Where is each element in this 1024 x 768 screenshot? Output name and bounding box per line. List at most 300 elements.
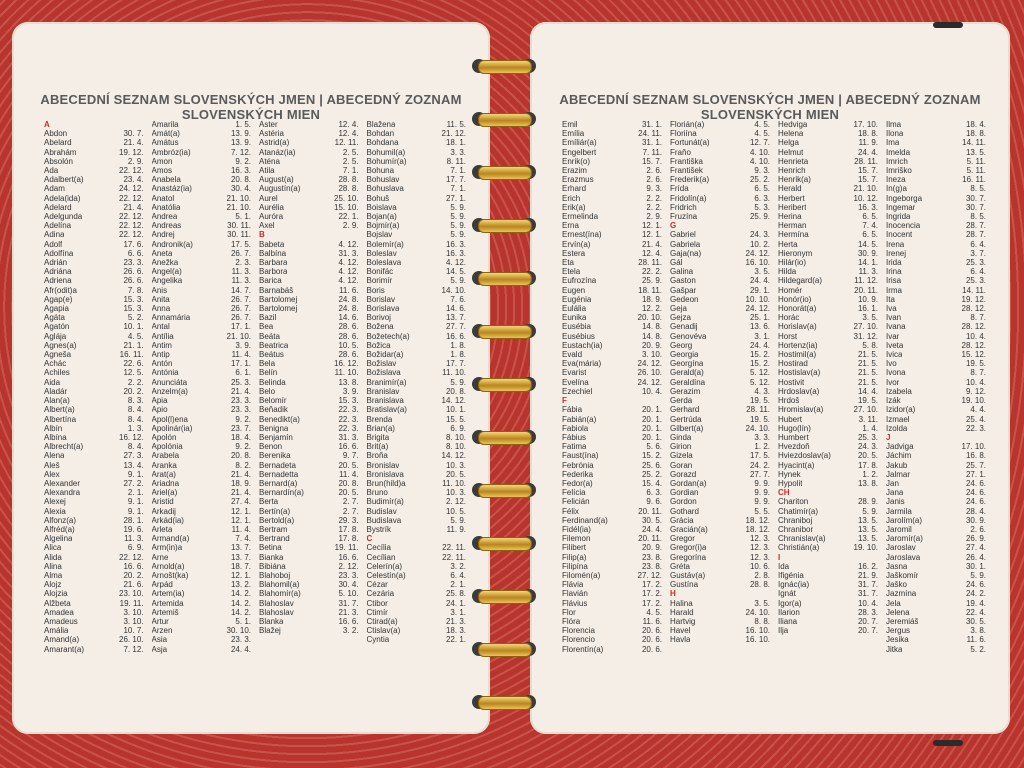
list-item: Ineza 16. 11.	[886, 175, 986, 185]
binding-ring	[468, 427, 540, 447]
corner-ornament	[984, 706, 1010, 734]
list-item: Auróra 22. 1.	[259, 212, 359, 222]
ring-wire	[478, 590, 532, 604]
list-item: Alida 22. 12.	[44, 552, 144, 562]
list-item: Artur 5. 1.	[151, 616, 251, 626]
list-item: Barbara 4. 12.	[259, 258, 359, 268]
list-item: Ivar 10. 4.	[886, 331, 986, 341]
list-item: Geja 24. 12.	[670, 304, 770, 314]
list-item: Anatólia 21. 10.	[151, 202, 251, 212]
list-item: Hvezdoň 24. 3.	[778, 442, 878, 452]
letter-heading: A	[44, 120, 50, 129]
list-item: Ilma 18. 4.	[886, 120, 986, 129]
letter-heading: B	[259, 230, 265, 240]
list-column	[367, 120, 467, 680]
list-item: Izmael 25. 4.	[886, 414, 986, 424]
list-item: Evelína 24. 12.	[562, 377, 662, 387]
list-item: Evarist 26. 10.	[562, 368, 662, 378]
list-item: Homér 20. 11.	[778, 285, 878, 295]
list-item: Gertrúda 19. 5.	[670, 414, 770, 424]
list-item: Ingeborga 30. 7.	[886, 193, 986, 203]
list-item: Beátus 28. 6.	[259, 350, 359, 360]
list-item: Horislav(a) 27. 10.	[778, 322, 878, 332]
list-item: Alexia 9. 1.	[44, 506, 144, 516]
list-item: Alma 20. 2.	[44, 570, 144, 580]
list-item: Filipína 23. 8.	[562, 561, 662, 571]
list-item: Ermelinda 2. 9.	[562, 212, 662, 222]
list-item: Ctimír 3. 1.	[366, 607, 466, 617]
list-item: Gejza 25. 1.	[670, 313, 770, 323]
list-item: Božidar(a) 1. 8.	[366, 350, 466, 360]
list-item: Ivor 10. 4.	[886, 377, 986, 387]
list-item: Angelika 11. 3.	[151, 276, 251, 286]
binding-ring	[468, 639, 540, 659]
list-item: Eta 28. 11.	[562, 258, 662, 268]
list-item: Irenej 3. 7.	[886, 248, 986, 258]
list-item: Honorát(a) 16. 1.	[778, 304, 878, 314]
list-item: Inocent 28. 7.	[886, 230, 986, 240]
list-item: Budislava 5. 9.	[366, 515, 466, 525]
list-item: Jaromil 2. 6.	[886, 524, 986, 534]
list-item: Jitka 5. 2.	[886, 644, 986, 654]
list-item: Hortenz(ia) 5. 8.	[778, 340, 878, 350]
list-item: Goran 24. 2.	[670, 460, 770, 470]
list-item: Bystrík 11. 9.	[366, 524, 466, 534]
list-item: Fatima 5. 6.	[562, 442, 662, 452]
list-item: Budimír(a) 2. 12.	[366, 497, 466, 507]
list-item: Jergus 3. 8.	[886, 626, 986, 636]
list-item: Ima 14. 11.	[886, 138, 986, 148]
list-item: Eva(mária) 24. 12.	[562, 359, 662, 369]
list-item: Chraniboj 13. 5.	[778, 515, 878, 525]
ring-wire	[478, 325, 532, 339]
list-item: Gaston 24. 4.	[670, 276, 770, 286]
list-item: Celerín(a) 3. 2.	[366, 561, 466, 571]
list-item: Arnold(a) 18. 7.	[151, 561, 251, 571]
list-item: Hedviga 17. 10.	[778, 120, 878, 129]
list-item: Irena 6. 4.	[886, 239, 986, 249]
list-item: Ivan 8. 7.	[886, 313, 986, 323]
list-item: Floriína 4. 5.	[670, 129, 770, 139]
list-item: Fridrich 5. 3.	[670, 202, 770, 212]
list-item: Alexandra 2. 1.	[44, 488, 144, 498]
list-item: Helga 11. 9.	[778, 138, 878, 148]
list-item: Arzen 30. 10.	[151, 626, 251, 636]
list-item: Ivona 8. 7.	[886, 368, 986, 378]
list-item: Amand(a) 26. 10.	[44, 635, 144, 645]
list-item: Aida 2. 2.	[44, 377, 144, 387]
list-item: Ernest(ína) 12. 1.	[562, 230, 662, 240]
list-item: Arleta 11. 4.	[151, 524, 251, 534]
list-item: Ilona 18. 8.	[886, 129, 986, 139]
ring-wire	[478, 113, 532, 127]
list-item: Arabela 20. 8.	[151, 451, 251, 461]
list-item: Georgína 15. 2.	[670, 359, 770, 369]
list-item: Agáta 5. 2.	[44, 313, 144, 323]
binding-ring	[468, 56, 540, 76]
list-item: Florencio 20. 6.	[562, 635, 662, 645]
list-item: Bolemír(a) 16. 3.	[366, 239, 466, 249]
letter-heading: H	[670, 589, 676, 599]
list-item: Aglája 4. 5.	[44, 331, 144, 341]
list-item: Genovéva 3. 1.	[670, 331, 770, 341]
list-item: Horác 3. 5.	[778, 313, 878, 323]
list-item: Ignác(ia) 31. 7.	[778, 580, 878, 590]
list-item: Blahomil(a) 30. 4.	[259, 580, 359, 590]
list-item: Gabriela 10. 2.	[670, 239, 770, 249]
list-item: Františka 4. 10.	[670, 156, 770, 166]
list-item: Henrik(a) 15. 7.	[778, 175, 878, 185]
list-item: Adelard 21. 4.	[44, 202, 144, 212]
list-item: Adelgunda 22. 12.	[44, 212, 144, 222]
list-item: Fruzína 25. 9.	[670, 212, 770, 222]
list-item: Irma 14. 11.	[886, 285, 986, 295]
list-column	[670, 120, 770, 680]
list-item: Bertold(a) 29. 3.	[259, 515, 359, 525]
list-item: Gaja(na) 24. 12.	[670, 248, 770, 258]
list-item: Gizela 17. 5.	[670, 451, 770, 461]
list-item: Alojzia 23. 10.	[44, 589, 144, 599]
list-item: Axel 2. 9.	[259, 221, 359, 231]
list-item: Jáchim 16. 8.	[886, 451, 986, 461]
list-item: Amadea 3. 10.	[44, 607, 144, 617]
list-item: Evald 3. 10.	[562, 350, 662, 360]
list-item: Apia 23. 3.	[151, 396, 251, 406]
list-item: Federika 25. 2.	[562, 469, 662, 479]
list-item: Alina 16. 6.	[44, 561, 144, 571]
list-item: Amos 16. 3.	[151, 166, 251, 176]
list-item: Eusébius 14. 8.	[562, 331, 662, 341]
list-item: Annamária 26. 7.	[151, 313, 251, 323]
list-item: Amália 10. 7.	[44, 626, 144, 636]
list-item: Gerazim 4. 3.	[670, 386, 770, 396]
list-item: Hypolit 13. 8.	[778, 478, 878, 488]
list-item: Bela 16. 12.	[259, 359, 359, 369]
list-item: Amadeus 3. 10.	[44, 616, 144, 626]
letter-heading: G	[670, 221, 677, 231]
list-item: Andrej 30. 11.	[151, 230, 251, 240]
list-item: Artem(ia) 14. 2.	[151, 589, 251, 599]
list-item: Apolinár(ia) 23. 7.	[151, 423, 251, 433]
page-title: ABECEDNÍ SEZNAM SLOVENSKÝCH JMEN | ABECEDNÝ ZOZNAM SLOVENSKÝCH MIEN	[40, 92, 462, 122]
list-item: Fraňo 4. 10.	[670, 147, 770, 157]
ring-wire	[478, 696, 532, 710]
list-item: Felícia 6. 3.	[562, 488, 662, 498]
list-column	[259, 120, 359, 680]
list-item: Genadij 13. 6.	[670, 322, 770, 332]
ring-wire	[478, 166, 532, 180]
list-item: Anis 14. 7.	[151, 285, 251, 295]
list-item: Fridolín(a) 6. 3.	[670, 193, 770, 203]
list-item: Cyntia 22. 1.	[366, 635, 466, 645]
list-item: Heribert 16. 3.	[778, 202, 878, 212]
ring-wire	[478, 60, 532, 74]
list-item: Blahoslav 31. 7.	[259, 598, 359, 608]
list-item: Andronik(a) 17. 5.	[151, 239, 251, 249]
list-item: Alžbeta 19. 11.	[44, 598, 144, 608]
list-item: Aranka 8. 2.	[151, 460, 251, 470]
list-item: Iliana 20. 7.	[778, 616, 878, 626]
list-item: Borimír 5. 9.	[366, 276, 466, 286]
list-item: Jaroslava 26. 4.	[886, 552, 986, 562]
list-item: Antal 17. 1.	[151, 322, 251, 332]
list-item: Imelda 13. 5.	[886, 147, 986, 157]
list-item: Ferdinand(a) 30. 5.	[562, 515, 662, 525]
list-item: Ilarion 28. 3.	[778, 607, 878, 617]
list-item: Hostirad 21. 5.	[778, 359, 878, 369]
list-item: Anunciáta 25. 3.	[151, 377, 251, 387]
list-item: Ctislav(a) 18. 3.	[366, 626, 466, 636]
list-item: Erich 2. 2.	[562, 193, 662, 203]
list-item: Gregor(i)a 12. 3.	[670, 543, 770, 553]
list-item: Grácia 18. 12.	[670, 515, 770, 525]
list-item: Fedor(a) 15. 4.	[562, 478, 662, 488]
list-item: Aurel 25. 10.	[259, 193, 359, 203]
list-column	[562, 120, 662, 680]
list-item: Apolón 18. 4.	[151, 432, 251, 442]
list-item: Ingemar 30. 7.	[886, 202, 986, 212]
list-item: Eugen 18. 11.	[562, 285, 662, 295]
list-item: Absolón 2. 9.	[44, 156, 144, 166]
list-item: Adam 24. 12.	[44, 184, 144, 194]
corner-ornament	[12, 706, 38, 734]
list-item: Bernardín(a) 20. 5.	[259, 488, 359, 498]
list-item: Atanáz(ia) 2. 5.	[259, 147, 359, 157]
ring-wire	[478, 272, 532, 286]
list-item: Ada 22. 12.	[44, 166, 144, 176]
list-item: Jaško 24. 6.	[886, 580, 986, 590]
list-item: Hubert 3. 11.	[778, 414, 878, 424]
list-item: Arnošt(ka) 12. 1.	[151, 570, 251, 580]
list-item: Atila 7. 1.	[259, 166, 359, 176]
list-item: Anatol 21. 10.	[151, 193, 251, 203]
list-item: Ida 16. 2.	[778, 561, 878, 571]
list-item: Galina 3. 5.	[670, 267, 770, 277]
list-item: Bojan(a) 5. 9.	[366, 212, 466, 222]
list-item: Gedeon 10. 10.	[670, 294, 770, 304]
letter-heading: I	[778, 552, 781, 562]
list-item: Božislav 17. 7.	[366, 359, 466, 369]
list-item: Branislava 14. 12.	[366, 396, 466, 406]
list-item: Adelína 22. 12.	[44, 221, 144, 231]
left-page	[12, 22, 490, 734]
list-item: Gracián(a) 18. 12.	[670, 524, 770, 534]
list-item: Halina 3. 5.	[670, 598, 770, 608]
list-item: Irida 25. 3.	[886, 258, 986, 268]
list-item: Ifigénia 21. 9.	[778, 570, 878, 580]
list-item: Apol(l)ena 9. 2.	[151, 414, 251, 424]
list-item: August(a) 28. 8.	[259, 175, 359, 185]
list-item: Gabriel 24. 3.	[670, 230, 770, 240]
list-item: Božica 1. 8.	[366, 340, 466, 350]
list-item: Božislava 11. 10.	[366, 368, 466, 378]
list-item: Arpád 13. 2.	[151, 580, 251, 590]
list-item: Ingrida 8. 5.	[886, 212, 986, 222]
elastic-band	[933, 740, 963, 746]
list-item: František 9. 3.	[670, 166, 770, 176]
list-item: Asja 24. 4.	[151, 644, 251, 654]
list-item: Chatimír(a) 5. 9.	[778, 506, 878, 516]
list-item: Gerhard 28. 11.	[670, 405, 770, 415]
list-item: Herald 21. 10.	[778, 184, 878, 194]
list-item: Bohdana 18. 1.	[366, 138, 466, 148]
list-item: Florián(a) 4. 5.	[670, 120, 770, 129]
list-item: Blahomír(a) 5. 10.	[259, 589, 359, 599]
list-item: Erik(a) 2. 2.	[562, 202, 662, 212]
list-item: Bruno 10. 3.	[366, 488, 466, 498]
list-item: Arkád(ia) 12. 1.	[151, 515, 251, 525]
list-item: Aristid 27. 4.	[151, 497, 251, 507]
list-item: Febrónia 25. 6.	[562, 460, 662, 470]
list-item: Anabela 20. 8.	[151, 175, 251, 185]
list-item: Florentín(a) 20. 6.	[562, 644, 662, 654]
list-item: Eugénia 18. 9.	[562, 294, 662, 304]
list-item: Ezechiel 10. 4.	[562, 386, 662, 396]
list-item: Achác 22. 6.	[44, 359, 144, 369]
list-item: Božena 27. 7.	[366, 322, 466, 332]
list-item: Arne 13. 7.	[151, 552, 251, 562]
list-item: Aster 12. 4.	[259, 120, 359, 129]
list-item: Izidor(a) 4. 4.	[886, 405, 986, 415]
list-item: Hynek 1. 2.	[778, 469, 878, 479]
list-item: Helena 18. 8.	[778, 129, 878, 139]
list-item: Bojslav 5. 9.	[366, 230, 466, 240]
list-item: Jaromír(a) 26. 9.	[886, 534, 986, 544]
list-item: Estera 12. 4.	[562, 248, 662, 258]
binding-ring	[468, 215, 540, 235]
list-item: Brit(a) 8. 10.	[366, 442, 466, 452]
list-item: Flor 4. 5.	[562, 607, 662, 617]
list-item: Asia 23. 3.	[151, 635, 251, 645]
list-item: Jeremiáš 30. 5.	[886, 616, 986, 626]
list-item: Jan 24. 6.	[886, 478, 986, 488]
list-item: Hviezdoslav(a) 20. 5.	[778, 451, 878, 461]
list-item: Bonifác 14. 5.	[366, 267, 466, 277]
list-item: Hilár(io) 14. 1.	[778, 258, 878, 268]
list-item: Bernadetta 11. 4.	[259, 469, 359, 479]
list-item: Aurélia 15. 10.	[259, 202, 359, 212]
list-item: Hrdoš 19. 5.	[778, 396, 878, 406]
list-item: Erazmus 2. 6.	[562, 175, 662, 185]
list-item: Bronislav 10. 3.	[366, 460, 466, 470]
list-item: Barnabáš 11. 6.	[259, 285, 359, 295]
list-item: Izabela 9. 12.	[886, 386, 986, 396]
list-item: Alexej 9. 1.	[44, 497, 144, 507]
list-item: Herina 6. 5.	[778, 212, 878, 222]
list-item: Herbert 10. 12.	[778, 193, 878, 203]
list-item: Bratislav(a) 10. 1.	[366, 405, 466, 415]
list-item: Hrdoslav(a) 14. 4.	[778, 386, 878, 396]
letter-heading: CH	[778, 488, 790, 498]
list-item: Anežka 2. 3.	[151, 258, 251, 268]
binding-ring	[468, 162, 540, 182]
list-item: Benon 16. 6.	[259, 442, 359, 452]
list-item: Felicián 9. 6.	[562, 497, 662, 507]
name-day-list	[44, 120, 466, 680]
list-item: Herman 7. 4.	[778, 221, 878, 231]
list-item: Ctirad(a) 21. 3.	[366, 616, 466, 626]
list-item: Jarolím(a) 30. 9.	[886, 515, 986, 525]
list-item: Abelard 21. 4.	[44, 138, 144, 148]
list-item: Eusébia 14. 8.	[562, 322, 662, 332]
list-item: Bertram 17. 8.	[259, 524, 359, 534]
list-item: Bianka 16. 6.	[259, 552, 359, 562]
list-item: Gordon 9. 9.	[670, 497, 770, 507]
list-item: Bartolomej 24. 8.	[259, 304, 359, 314]
list-item: Iveta 28. 12.	[886, 340, 986, 350]
list-item: Adriána 26. 6.	[44, 267, 144, 277]
list-item: Bohumil(a) 3. 3.	[366, 147, 466, 157]
list-item: Inocencia 28. 7.	[886, 221, 986, 231]
list-item: Ambróz(ia) 7. 12.	[151, 147, 251, 157]
list-item: Anzelm(a) 21. 4.	[151, 386, 251, 396]
list-item: Arm(in)a 13. 7.	[151, 543, 251, 553]
list-item: Bibiána 2. 12.	[259, 561, 359, 571]
list-item: Jaškomír 5. 9.	[886, 570, 986, 580]
list-item: Filomén(a) 27. 12.	[562, 570, 662, 580]
ring-wire	[478, 378, 532, 392]
list-item: Augustín(a) 28. 8.	[259, 184, 359, 194]
list-item: Blahoboj 23. 3.	[259, 570, 359, 580]
list-item: Alena 27. 3.	[44, 451, 144, 461]
list-item: Borivoj 13. 7.	[366, 313, 466, 323]
list-item: Hildegard(a) 11. 12.	[778, 276, 878, 286]
list-item: Havel 16. 10.	[670, 626, 770, 636]
list-item: Adalbert(a) 23. 4.	[44, 175, 144, 185]
list-item: Honór(io) 10. 9.	[778, 294, 878, 304]
list-item: Armand(a) 7. 4.	[151, 534, 251, 544]
list-item: Ervín(a) 21. 4.	[562, 239, 662, 249]
list-item: Eulália 12. 2.	[562, 304, 662, 314]
list-item: Jarmila 28. 4.	[886, 506, 986, 516]
list-item: Imrich 5. 11.	[886, 156, 986, 166]
list-item: Anna 26. 7.	[151, 304, 251, 314]
list-item: Antón 17. 1.	[151, 359, 251, 369]
list-item: Bea 28. 6.	[259, 322, 359, 332]
list-item: Belín 11. 10.	[259, 368, 359, 378]
list-item: Gothard 5. 5.	[670, 506, 770, 516]
list-item: Gregor 12. 3.	[670, 534, 770, 544]
list-item: Izák 19. 10.	[886, 396, 986, 406]
list-item: Eunika 20. 10.	[562, 313, 662, 323]
list-item: Aladár 20. 2.	[44, 386, 144, 396]
list-item: Emília 24. 11.	[562, 129, 662, 139]
list-item: Cecília 22. 11.	[366, 543, 466, 553]
list-item: Chranislav(a) 13. 5.	[778, 534, 878, 544]
list-item: Hermína 6. 5.	[778, 230, 878, 240]
list-item: Gerda 19. 5.	[670, 396, 770, 406]
list-item: Gustína 28. 8.	[670, 580, 770, 590]
list-item: Fábia 20. 1.	[562, 405, 662, 415]
list-item: Abdon 30. 7.	[44, 129, 144, 139]
list-item: Jasna 30. 1.	[886, 561, 986, 571]
list-item: Benedikt(a) 22. 3.	[259, 414, 359, 424]
list-item: Gorazd 27. 7.	[670, 469, 770, 479]
list-item: Bohuš 27. 1.	[366, 193, 466, 203]
list-item: Cecílian 22. 11.	[366, 552, 466, 562]
list-item: Arat(a) 21. 4.	[151, 469, 251, 479]
list-item: Gordan(a) 9. 9.	[670, 478, 770, 488]
binding-ring	[468, 480, 540, 500]
list-item: Agapia 15. 3.	[44, 304, 144, 314]
list-item: Ariadna 18. 9.	[151, 478, 251, 488]
list-column	[778, 120, 878, 680]
list-item: Borislav 7. 6.	[366, 294, 466, 304]
list-item: Irina 6. 4.	[886, 267, 986, 277]
list-item: Betina 19. 11.	[259, 543, 359, 553]
list-item: Flávius 17. 2.	[562, 598, 662, 608]
list-item: Blanka 16. 6.	[259, 616, 359, 626]
